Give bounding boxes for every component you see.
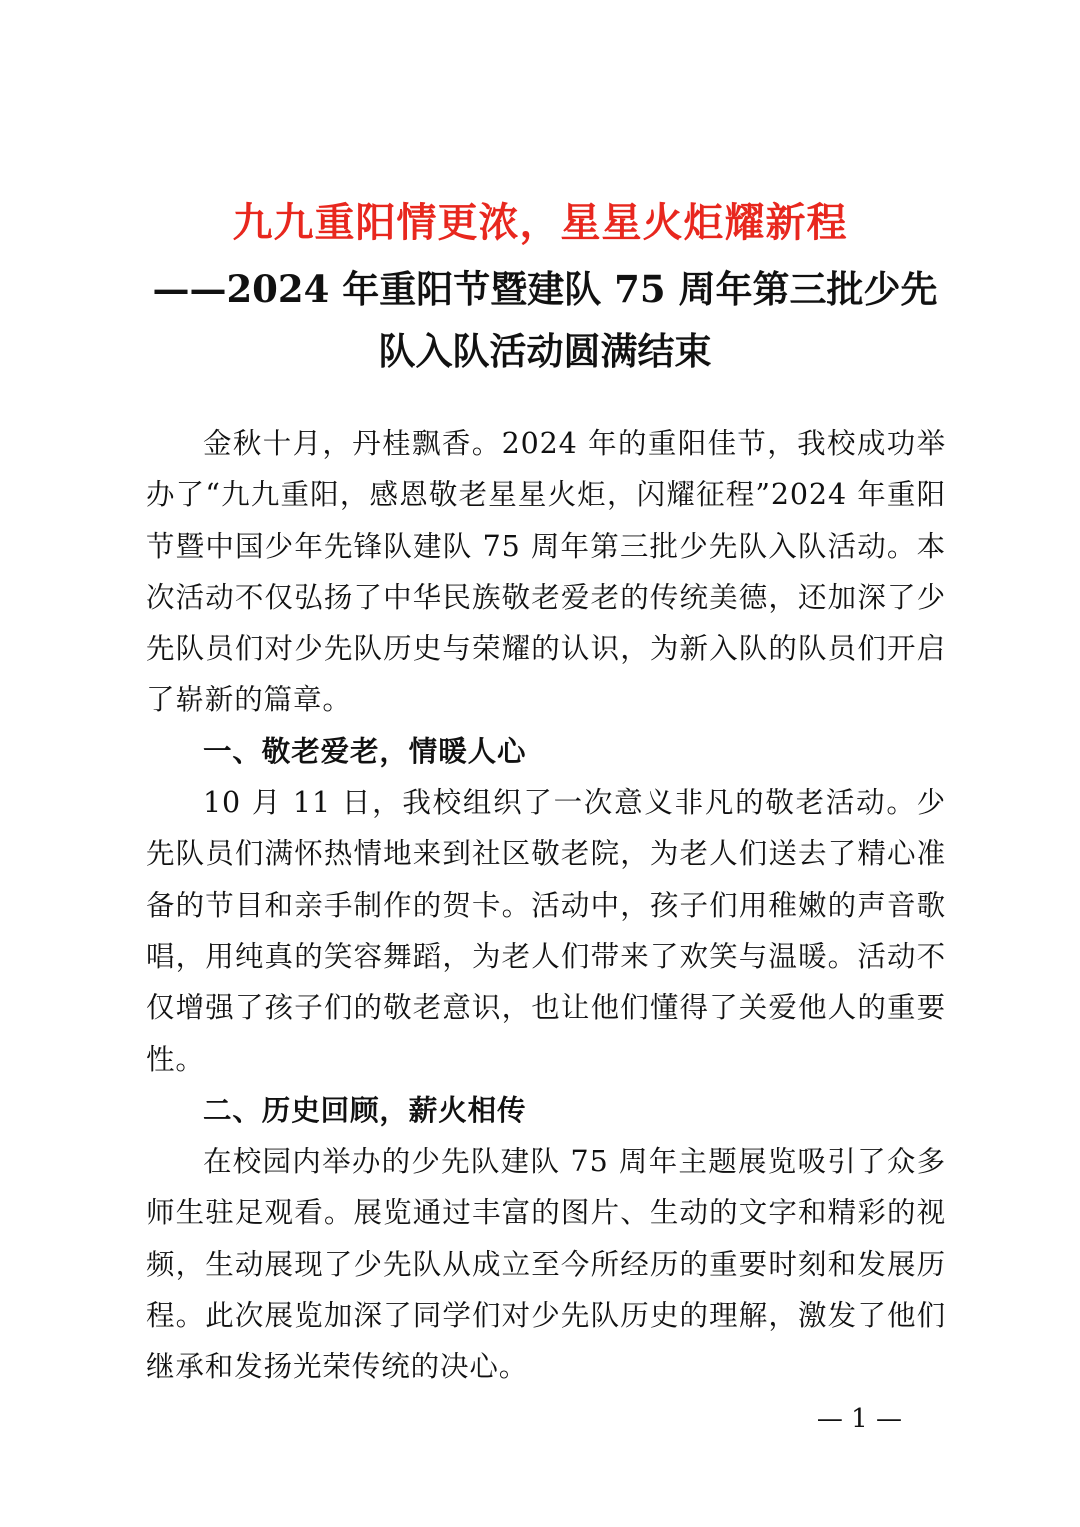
document-title: 九九重阳情更浓，星星火炬耀新程	[232, 199, 848, 246]
page-number: — 1 —	[816, 1404, 902, 1434]
intro-paragraph: 金秋十月，丹桂飘香。2024 年的重阳佳节，我校成功举办了“九九重阳，感恩敬老星星火炬，闪耀征程”2024 年重阳节暨中国少年先锋队建队 75 周年第三批少先队入队活动。本次活动不仅弘扬了中华民族敬老爱老的传统美德，还加深了少先队员们对少先队历史与荣耀的认识，为新入队的队员们开启了崭新的篇章。	[146, 427, 946, 717]
section-2-paragraph: 在校园内举办的少先队建队 75 周年主题展览吸引了众多师生驻足观看。展览通过丰富的图片、生动的文字和精彩的视频，生动展现了少先队从成立至今所经历的重要时刻和发展历程。此次展览加深了同学们对少先队历史的理解，激发了他们继承和发扬光荣传统的决心。	[146, 1145, 946, 1384]
section-1-paragraph: 10 月 11 日，我校组织了一次意义非凡的敬老活动。少先队员们满怀热情地来到社区敬老院，为老人们送去了精心准备的节目和亲手制作的贺卡。活动中，孩子们用稚嫩的声音歌唱，用纯真的笑容舞蹈，为老人们带来了欢笑与温暖。活动不仅增强了孩子们的敬老意识，也让他们懂得了关爱他人的重要性。	[146, 786, 946, 1076]
subtitle-line-2: 队入队活动圆满结束	[378, 329, 712, 373]
section-2-heading: 二、历史回顾，薪火相传	[203, 1092, 527, 1127]
document-body	[146, 418, 946, 1393]
section-1-heading: 一、敬老爱老，情暖人心	[203, 733, 527, 768]
subtitle-line-1: ——2024 年重阳节暨建队 75 周年第三批少先	[152, 267, 938, 311]
document-subtitle	[140, 258, 950, 382]
